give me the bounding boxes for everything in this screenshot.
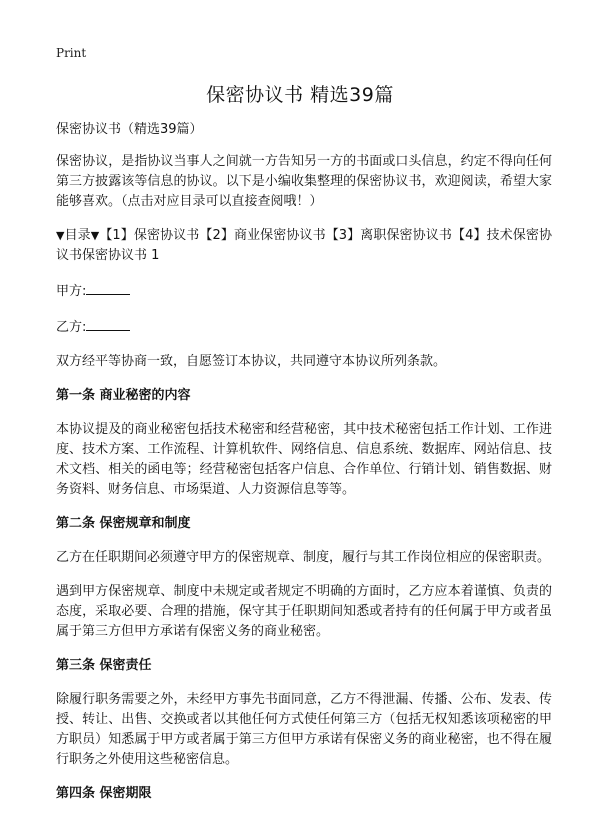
section-4-heading: 第四条 保密期限 <box>56 786 152 801</box>
party-b-line <box>56 316 552 338</box>
agreement-intro: 双方经平等协商一致，自愿签订本协议，共同遵守本协议所列条款。 <box>56 354 447 369</box>
toc-link-4[interactable]: 【4】技术保密协议书 <box>56 228 552 263</box>
section-2-paragraph: 乙方在任职期间必须遵守甲方的保密规章、制度，履行与其工作岗位相应的保密职责。 <box>56 550 551 565</box>
section-3-paragraph: 除履行职务需要之外，未经甲方事先书面同意，乙方不得泄漏、传播、公布、发表、传授、转让、出售、交换或者以其他任何方式使任何第三方（包括无权知悉该项秘密的甲方职员）知悉属于甲方或者属于第三方但甲方承诺有保密义务的商业秘密，也不得在履行职务之外使用这些秘密信息。 <box>56 692 552 767</box>
toc-prefix: 目录 <box>64 228 91 243</box>
intro-paragraph: 保密协议，是指协议当事人之间就一方告知另一方的书面或口头信息，约定不得向任何第三方披露该等信息的协议。以下是小编收集整理的保密协议书，欢迎阅读，希望大家能够喜欢。（点击对应目录可以直接查阅哦！） <box>56 154 552 209</box>
section-1-heading: 第一条 商业秘密的内容 <box>56 388 191 403</box>
toc-tail: 保密协议书 1 <box>82 248 160 263</box>
toc-link-2[interactable]: 【2】商业保密协议书 <box>199 228 326 243</box>
print-link[interactable]: Print <box>56 46 87 60</box>
party-a-line <box>56 280 552 302</box>
document-body <box>56 120 552 818</box>
party-a-label: 甲方: <box>56 284 87 299</box>
toc-arrow-icon: ▼ <box>56 229 65 242</box>
section-2-paragraph: 遇到甲方保密规章、制度中未规定或者规定不明确的方面时，乙方应本着谨慎、负责的态度，采取必要、合理的措施，保守其于任职期间知悉或者持有的任何属于甲方或者虽属于第三方但甲方承诺有保密义务的商业秘密。 <box>56 584 552 639</box>
section-2-heading: 第二条 保密规章和制度 <box>56 516 191 531</box>
page-title: 保密协议书 精选39篇 <box>206 84 394 106</box>
section-1-paragraph: 本协议提及的商业秘密包括技术秘密和经营秘密，其中技术秘密包括工作计划、工作进度、技术方案、工作流程、计算机软件、网络信息、信息系统、数据库、网站信息、技术文档、相关的函电等；经营秘密包括客户信息、合作单位、行销计划、销售数据、财务资料、财务信息、市场渠道、人力资源信息等等。 <box>56 422 552 497</box>
table-of-contents <box>56 226 552 266</box>
party-b-label: 乙方: <box>56 320 87 335</box>
document-subtitle: 保密协议书（精选39篇） <box>56 122 203 137</box>
section-3-heading: 第三条 保密责任 <box>56 658 152 673</box>
toc-link-3[interactable]: 【3】离职保密协议书 <box>325 228 452 243</box>
toc-arrow-icon: ▼ <box>90 229 100 242</box>
toc-link-1[interactable]: 【1】保密协议书 <box>99 228 200 243</box>
party-b-blank <box>86 316 130 331</box>
party-a-blank <box>86 280 130 295</box>
